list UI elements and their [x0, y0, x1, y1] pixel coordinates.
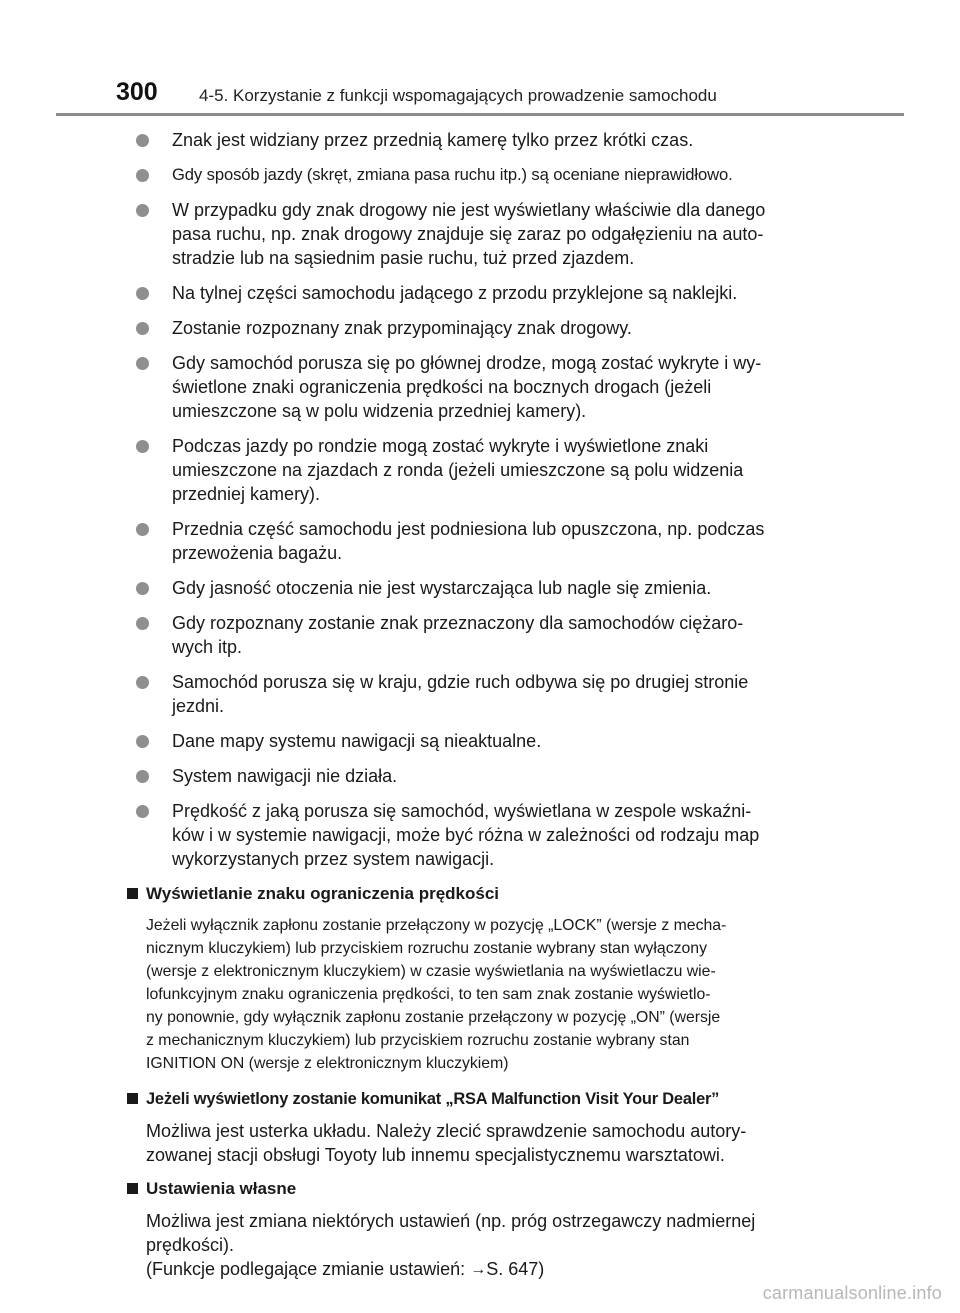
bullet-dot-icon	[136, 440, 149, 453]
paragraph-line: nicznym kluczykiem) lub przyciskiem rozruchu zostanie wybrany stan wyłączony	[146, 940, 707, 957]
bullet-item	[126, 198, 800, 270]
bullet-text: ków i w systemie nawigacji, może być różna w zależności od rodzaju map	[172, 825, 760, 845]
bullet-item	[126, 670, 800, 718]
bullet-text: wykorzystanych przez system nawigacji.	[172, 849, 495, 869]
paragraph-line: prędkości).	[146, 1235, 235, 1255]
bullet-text: stradzie lub na sąsiednim pasie ruchu, tuż przed zjazdem.	[172, 248, 635, 268]
section-paragraph	[126, 1119, 800, 1167]
bullet-dot-icon	[136, 204, 149, 217]
section-square-icon	[127, 1093, 138, 1104]
section-paragraph	[126, 914, 800, 1075]
paragraph-line: IGNITION ON (wersje z elektronicznym kluczykiem)	[146, 1055, 509, 1072]
section-heading-text: Wyświetlanie znaku ograniczenia prędkości	[146, 884, 500, 903]
bullet-dot-icon	[136, 287, 149, 300]
bullet-dot-icon	[136, 805, 149, 818]
bullet-dot-icon	[136, 582, 149, 595]
bullet-item	[126, 517, 800, 565]
bullet-item	[126, 576, 800, 600]
bullet-dot-icon	[136, 169, 149, 182]
bullet-text: Przednia część samochodu jest podniesiona lub opuszczona, np. podczas	[172, 519, 765, 539]
bullet-text: wych itp.	[172, 637, 243, 657]
bullet-item	[126, 434, 800, 506]
bullet-item	[126, 281, 800, 305]
section-heading	[126, 882, 800, 906]
bullet-text: Gdy jasność otoczenia nie jest wystarczająca lub nagle się zmienia.	[172, 578, 712, 598]
bullet-dot-icon	[136, 134, 149, 147]
section-square-icon	[127, 1183, 138, 1194]
bullet-text: pasa ruchu, np. znak drogowy znajduje się zaraz po odgałęzieniu na auto-	[172, 224, 764, 244]
bullet-dot-icon	[136, 322, 149, 335]
bullet-text: umieszczone są w polu widzenia przedniej kamery).	[172, 401, 587, 421]
bullet-dot-icon	[136, 735, 149, 748]
bullet-dot-icon	[136, 676, 149, 689]
bullet-text: umieszczone na zjazdach z ronda (jeżeli umieszczone są polu widzenia	[172, 460, 744, 480]
page-number: 300	[116, 78, 158, 106]
bullet-item	[126, 729, 800, 753]
section-heading	[126, 1177, 800, 1201]
bullet-item	[126, 799, 800, 871]
bullet-text: Gdy rozpoznany zostanie znak przeznaczony dla samochodów ciężaro-	[172, 613, 744, 633]
section-heading-text: Jeżeli wyświetlony zostanie komunikat „RSA Malfunction Visit Your Dealer”	[146, 1090, 720, 1108]
section-square-icon	[127, 888, 138, 899]
bullet-item	[126, 163, 800, 187]
bullet-text: jezdni.	[172, 696, 225, 716]
paragraph-line: Jeżeli wyłącznik zapłonu zostanie przełączony w pozycję „LOCK” (wersje z mecha-	[146, 917, 727, 934]
paragraph-line: lofunkcyjnym znaku ograniczenia prędkości, to ten sam znak zostanie wyświetlo-	[146, 986, 711, 1003]
section-paragraph	[126, 1209, 800, 1282]
page-header	[0, 0, 960, 116]
paragraph-line: ny ponownie, gdy wyłącznik zapłonu zostanie przełączony w pozycję „ON” (wersje	[146, 1009, 721, 1026]
bullet-item	[126, 611, 800, 659]
cross-reference	[146, 1257, 800, 1282]
bullet-item	[126, 128, 800, 152]
bullet-dot-icon	[136, 357, 149, 370]
cross-reference-target: S. 647)	[486, 1259, 545, 1279]
bullet-text: Podczas jazdy po rondzie mogą zostać wykryte i wyświetlone znaki	[172, 436, 709, 456]
paragraph-line: Możliwa jest usterka układu. Należy zlecić sprawdzenie samochodu autory-	[146, 1121, 747, 1141]
header-divider	[56, 113, 904, 116]
bullet-text: Na tylnej części samochodu jadącego z przodu przyklejone są naklejki.	[172, 283, 738, 303]
bullet-text: W przypadku gdy znak drogowy nie jest wyświetlany właściwie dla danego	[172, 200, 766, 220]
watermark: carmanualsonline.info	[762, 1283, 942, 1303]
bullet-text: Samochód porusza się w kraju, gdzie ruch odbywa się po drugiej stronie	[172, 672, 749, 692]
bullet-item	[126, 351, 800, 423]
chapter-title: 4-5. Korzystanie z funkcji wspomagających prowadzenie samochodu	[199, 86, 717, 105]
section-heading-text: Ustawienia własne	[146, 1179, 297, 1198]
bullet-item	[126, 316, 800, 340]
bullet-text: świetlone znaki ograniczenia prędkości na bocznych drogach (jeżeli	[172, 377, 712, 397]
bullet-text: Znak jest widziany przez przednią kamerę tylko przez krótki czas.	[172, 130, 694, 150]
bullet-dot-icon	[136, 770, 149, 783]
bullet-dot-icon	[136, 617, 149, 630]
arrow-right-icon: →	[470, 1261, 487, 1278]
section-heading	[126, 1087, 800, 1111]
bullet-text: Gdy sposób jazdy (skręt, zmiana pasa ruchu itp.) są oceniane nieprawidłowo.	[172, 165, 733, 184]
bullet-dot-icon	[136, 523, 149, 536]
bullet-text: Zostanie rozpoznany znak przypominający znak drogowy.	[172, 318, 632, 338]
page-content	[126, 128, 800, 1292]
bullet-text: przewożenia bagażu.	[172, 543, 343, 563]
paragraph-line: Możliwa jest zmiana niektórych ustawień (np. próg ostrzegawczy nadmiernej	[146, 1211, 756, 1231]
bullet-item	[126, 764, 800, 788]
bullet-text: przedniej kamery).	[172, 484, 321, 504]
cross-reference-prefix: (Funkcje podlegające zmianie ustawień:	[146, 1259, 471, 1279]
paragraph-line: zowanej stacji obsługi Toyoty lub innemu specjalistycznemu warsztatowi.	[146, 1145, 725, 1165]
paragraph-line: (wersje z elektronicznym kluczykiem) w czasie wyświetlania na wyświetlaczu wie-	[146, 963, 716, 980]
bullet-text: Prędkość z jaką porusza się samochód, wyświetlana w zespole wskaźni-	[172, 801, 752, 821]
bullet-text: Gdy samochód porusza się po głównej drodze, mogą zostać wykryte i wy-	[172, 353, 762, 373]
bullet-text: System nawigacji nie działa.	[172, 766, 398, 786]
bullet-text: Dane mapy systemu nawigacji są nieaktualne.	[172, 731, 542, 751]
paragraph-line: z mechanicznym kluczykiem) lub przyciskiem rozruchu zostanie wybrany stan	[146, 1032, 690, 1049]
